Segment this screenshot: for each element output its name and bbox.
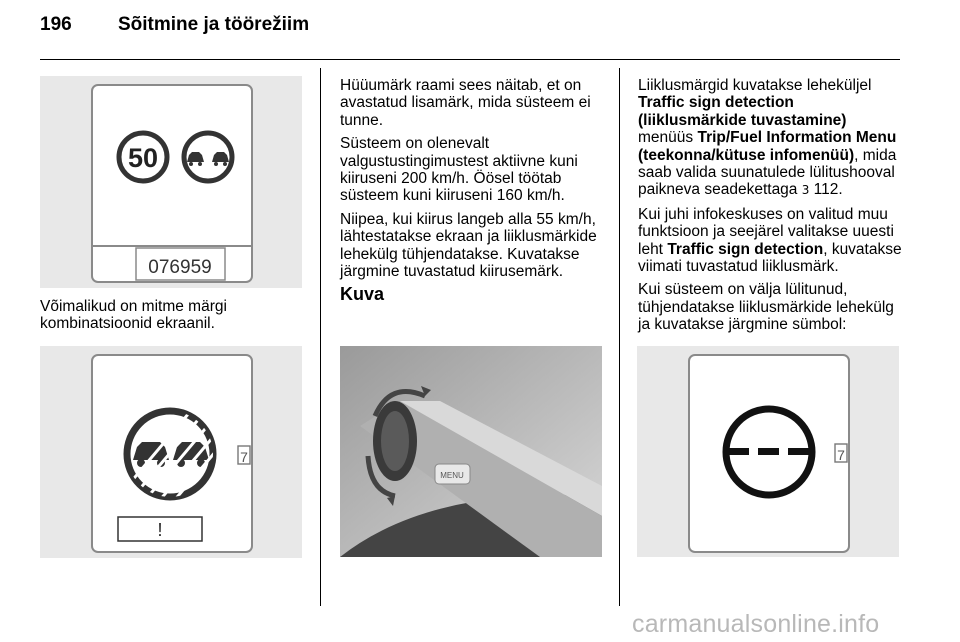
speed-limit-sign-icon — [119, 133, 167, 181]
chapter-title: Sõitmine ja töörežiim — [118, 14, 310, 35]
figure-speed-limit-display — [40, 76, 302, 288]
column-3-text — [638, 77, 903, 340]
section-heading-kuva: Kuva — [340, 284, 385, 305]
paragraph-display-location: Liiklusmärgid kuvatakse leheküljel Traffic sign detection (liiklusmärkide tuvastamine) menüüs Trip/Fuel Information Menu (teekonna/kütuse infomenüü), mida saab valida suunatulede lülitushooval paikneva seadekettaga 3 112. — [638, 77, 897, 199]
unknown-sign-alert: ! — [157, 520, 163, 540]
header-rule — [40, 59, 900, 60]
no-overtaking-sign-icon — [184, 133, 232, 181]
column-1-text — [40, 298, 302, 339]
column-divider-1 — [320, 68, 321, 606]
odometer-value: 076959 — [148, 257, 212, 278]
figure-system-off-display — [637, 346, 899, 557]
column-2-text — [340, 77, 605, 310]
paragraph-unknown-sign: Hüüumärk raami sees näitab, et on avastatud lisamärk, mida süsteem ei tunne. — [340, 77, 591, 129]
menu-name-traffic-sign-detection: Traffic sign detection (liiklusmärkide tuvastamine) — [638, 94, 847, 129]
menu-name-trip-fuel: Trip/Fuel Information Menu (teekonna/kütuse infomenüü) — [638, 129, 897, 164]
column-divider-2 — [619, 68, 620, 606]
watermark: carmanualsonline.info — [632, 610, 880, 638]
system-off-symbol-icon — [726, 409, 812, 495]
paragraph-reselect: Kui juhi infokeskuses on valitud muu funktsioon ja seejärel valitakse uuesti leht Traffic sign detection, kuvatakse viimati tuvastatud liiklusmärk. — [638, 205, 902, 276]
figure-end-of-restrictions-display — [40, 346, 302, 558]
menu-button-label: MENU — [440, 471, 464, 480]
caption-text: Võimalikud on mitme märgi kombinatsioonid ekraanil. — [40, 298, 227, 333]
page-number: 196 — [40, 14, 72, 35]
page-name-traffic-sign-detection: Traffic sign detection — [667, 240, 824, 258]
speed-limit-value: 50 — [127, 143, 159, 173]
page-symbol-mark: 7 — [837, 447, 845, 463]
paragraph-speed-range: Süsteem on olenevalt valgustustingimustest aktiivne kuni kiiruseni 200 km/h. Öösel töötab süsteem kuni kiiruseni 160 km/h. — [340, 135, 578, 205]
page-reference-arrow-icon: 3 — [801, 183, 810, 198]
figure-turn-signal-lever — [340, 346, 602, 557]
paragraph-system-off: Kui süsteem on välja lülitunud, tühjendatakse liiklusmärkide lehekülg ja kuvatakse järgmine sümbol: — [638, 281, 894, 334]
paragraph-reset: Niipea, kui kiirus langeb alla 55 km/h, lähtestatakse ekraan ja liiklusmärkide lehekülg tühjendatakse. Kuvatakse järgmine tuvastatud kiirusemärk. — [340, 210, 597, 281]
page-symbol-mark: 7 — [240, 449, 248, 465]
